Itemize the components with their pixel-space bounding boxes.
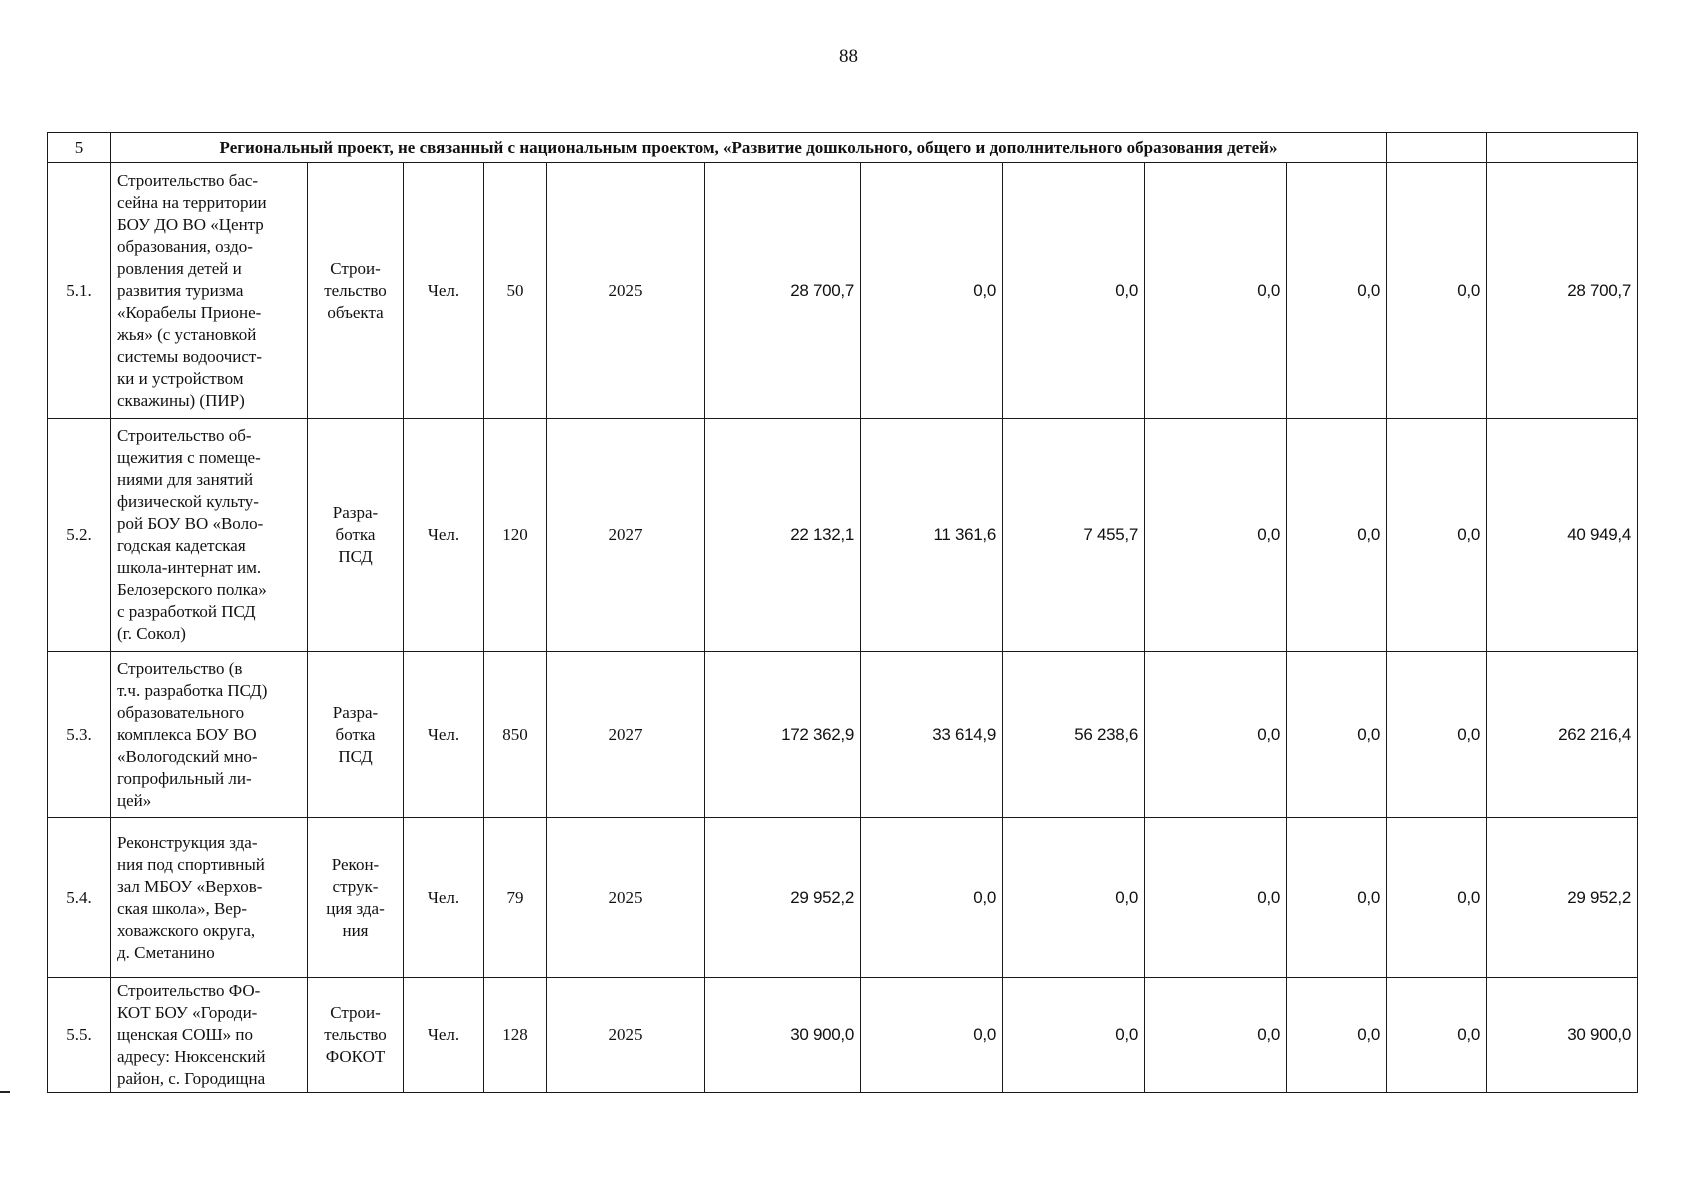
value-6: 0,0	[1387, 818, 1487, 978]
work-type: Разра- ботка ПСД	[308, 652, 404, 818]
unit: Чел.	[404, 978, 484, 1093]
value-5: 0,0	[1287, 652, 1387, 818]
object-name: Строительство об- щежития с помеще- ниями для занятий физической культу- рой БОУ ВО «Воло- годская кадетская школа-интернат им. Белозерского полка» с разработкой ПСД (г. Сокол)	[111, 419, 308, 652]
table-row	[48, 419, 1638, 652]
empty-cell	[1387, 133, 1487, 163]
capacity: 50	[484, 163, 547, 419]
value-5: 0,0	[1287, 419, 1387, 652]
total-value: 40 949,4	[1487, 419, 1638, 652]
row-number: 5.4.	[48, 818, 111, 978]
value-6: 0,0	[1387, 652, 1487, 818]
object-name: Строительство (в т.ч. разработка ПСД) образовательного комплекса БОУ ВО «Вологодский мно- гопрофильный ли- цей»	[111, 652, 308, 818]
object-name: Строительство бас- сейна на территории БОУ ДО ВО «Центр образования, оздо- ровления детей и развития туризма «Корабелы Прионе- жья» (с установкой системы водоочист- ки и устройством скважины) (ПИР)	[111, 163, 308, 419]
capacity: 79	[484, 818, 547, 978]
unit: Чел.	[404, 652, 484, 818]
year: 2025	[547, 818, 705, 978]
capacity: 850	[484, 652, 547, 818]
value-6: 0,0	[1387, 978, 1487, 1093]
value-3: 56 238,6	[1003, 652, 1145, 818]
section-number: 5	[48, 133, 111, 163]
value-2: 33 614,9	[861, 652, 1003, 818]
year: 2025	[547, 978, 705, 1093]
row-number: 5.5.	[48, 978, 111, 1093]
total-value: 30 900,0	[1487, 978, 1638, 1093]
object-name: Строительство ФО- КОТ БОУ «Городи- щенская СОШ» по адресу: Нюксенский район, с. Городищна	[111, 978, 308, 1093]
table-row	[48, 818, 1638, 978]
work-type: Строи- тельство объекта	[308, 163, 404, 419]
value-3: 0,0	[1003, 978, 1145, 1093]
value-2: 11 361,6	[861, 419, 1003, 652]
row-number: 5.1.	[48, 163, 111, 419]
value-4: 0,0	[1145, 818, 1287, 978]
value-6: 0,0	[1387, 419, 1487, 652]
value-5: 0,0	[1287, 163, 1387, 419]
value-3: 7 455,7	[1003, 419, 1145, 652]
table-row	[48, 978, 1638, 1093]
capacity: 128	[484, 978, 547, 1093]
page-number: 88	[839, 46, 858, 67]
empty-cell	[1487, 133, 1638, 163]
value-1: 30 900,0	[705, 978, 861, 1093]
value-1: 172 362,9	[705, 652, 861, 818]
total-value: 262 216,4	[1487, 652, 1638, 818]
year: 2027	[547, 652, 705, 818]
work-type: Рекон- струк- ция зда- ния	[308, 818, 404, 978]
value-2: 0,0	[861, 978, 1003, 1093]
row-number: 5.2.	[48, 419, 111, 652]
project-table	[47, 132, 1638, 1093]
value-4: 0,0	[1145, 652, 1287, 818]
work-type: Разра- ботка ПСД	[308, 419, 404, 652]
year: 2025	[547, 163, 705, 419]
work-type: Строи- тельство ФОКОТ	[308, 978, 404, 1093]
total-value: 29 952,2	[1487, 818, 1638, 978]
section-title: Региональный проект, не связанный с национальным проектом, «Развитие дошкольного, общего и дополнительного образования детей»	[111, 133, 1387, 163]
margin-mark	[0, 1091, 10, 1093]
value-2: 0,0	[861, 818, 1003, 978]
row-number: 5.3.	[48, 652, 111, 818]
unit: Чел.	[404, 163, 484, 419]
value-4: 0,0	[1145, 419, 1287, 652]
value-3: 0,0	[1003, 818, 1145, 978]
table-row	[48, 163, 1638, 419]
year: 2027	[547, 419, 705, 652]
total-value: 28 700,7	[1487, 163, 1638, 419]
value-5: 0,0	[1287, 978, 1387, 1093]
unit: Чел.	[404, 818, 484, 978]
value-4: 0,0	[1145, 163, 1287, 419]
value-3: 0,0	[1003, 163, 1145, 419]
value-5: 0,0	[1287, 818, 1387, 978]
table-row	[48, 652, 1638, 818]
capacity: 120	[484, 419, 547, 652]
value-2: 0,0	[861, 163, 1003, 419]
section-header-row	[48, 133, 1638, 163]
object-name: Реконструкция зда- ния под спортивный зал МБОУ «Верхов- ская школа», Вер- ховажского округа, д. Сметанино	[111, 818, 308, 978]
value-6: 0,0	[1387, 163, 1487, 419]
unit: Чел.	[404, 419, 484, 652]
value-1: 28 700,7	[705, 163, 861, 419]
value-1: 22 132,1	[705, 419, 861, 652]
value-1: 29 952,2	[705, 818, 861, 978]
value-4: 0,0	[1145, 978, 1287, 1093]
